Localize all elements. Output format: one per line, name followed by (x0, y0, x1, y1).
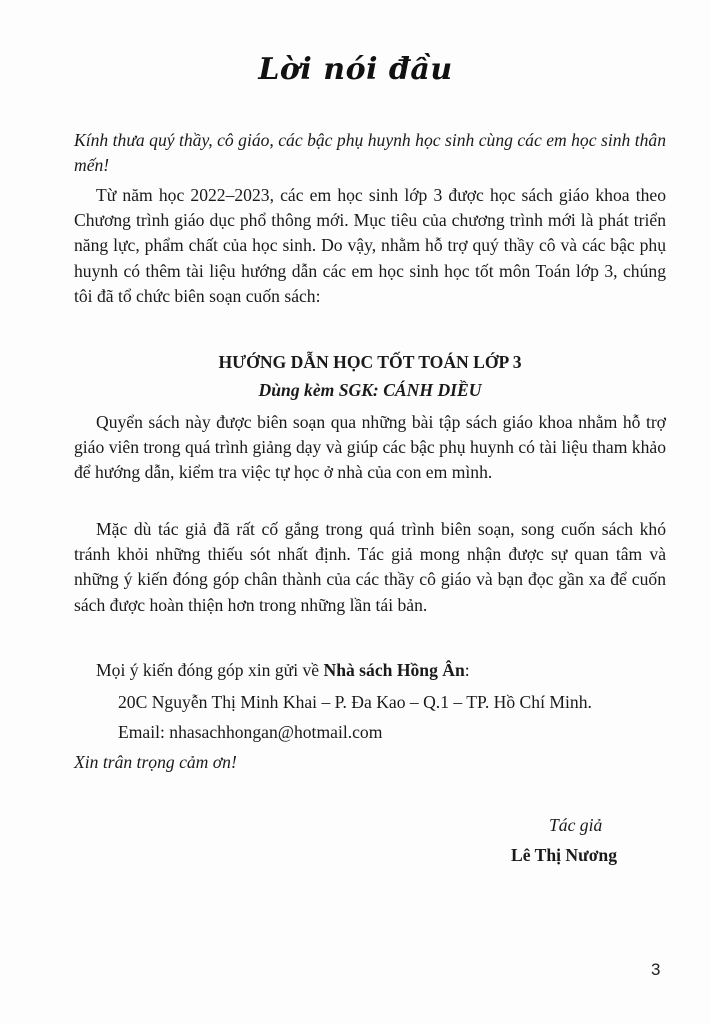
publisher-address: 20C Nguyễn Thị Minh Khai – P. Đa Kao – Q.1 – TP. Hồ Chí Minh. (118, 692, 592, 712)
contact-intro: Mọi ý kiến đóng góp xin gửi về (96, 660, 324, 680)
publisher-email: Email: nhasachhongan@hotmail.com (118, 722, 383, 742)
author-name: Lê Thị Nương (511, 845, 618, 865)
thanks-line: Xin trân trọng cảm ơn! (74, 752, 237, 772)
page-title: Lời nói đầu (258, 52, 453, 87)
author-label: Tác giả (549, 815, 603, 835)
book-subtitle: Dùng kèm SGK: CÁNH DIỀU (258, 380, 482, 400)
contact-line (96, 658, 470, 682)
publisher-suffix: : (464, 660, 470, 680)
acknowledgement-paragraph: Mặc dù tác giả đã rất cố gắng trong quá trình biên soạn, song cuốn sách khó tránh khỏi những thiếu sót nhất định. Tác giả mong nhận được sự quan tâm và những ý kiến đóng góp chân thành của các thầy cô giáo và bạn đọc gần xa để cuốn sách được hoàn thiện hơn trong những lần tái bản. (74, 519, 666, 615)
page-number: 3 (651, 960, 661, 979)
publisher-name: Nhà sách Hồng Ân (323, 660, 465, 680)
greeting-paragraph: Kính thưa quý thầy, cô giáo, các bậc phụ huynh học sinh cùng các em học sinh thân mến! (74, 130, 666, 176)
book-title: HƯỚNG DẪN HỌC TỐT TOÁN LỚP 3 (218, 352, 522, 372)
intro-paragraph: Từ năm học 2022–2023, các em học sinh lớp 3 được học sách giáo khoa theo Chương trình giáo dục phổ thông mới. Mục tiêu của chương trình mới là phát triển năng lực, phẩm chất của học sinh. Do vậy, nhằm hỗ trợ quý thầy cô và các bậc phụ huynh có thêm tài liệu hướng dẫn các em học sinh học tốt môn Toán lớp 3, chúng tôi đã tổ chức biên soạn cuốn sách: (74, 185, 666, 306)
purpose-paragraph: Quyển sách này được biên soạn qua những bài tập sách giáo khoa nhằm hỗ trợ giáo viên trong quá trình giảng dạy và giúp các bậc phụ huynh có tài liệu tham khảo để hướng dẫn, kiểm tra việc tự học ở nhà của con em mình. (74, 412, 666, 483)
